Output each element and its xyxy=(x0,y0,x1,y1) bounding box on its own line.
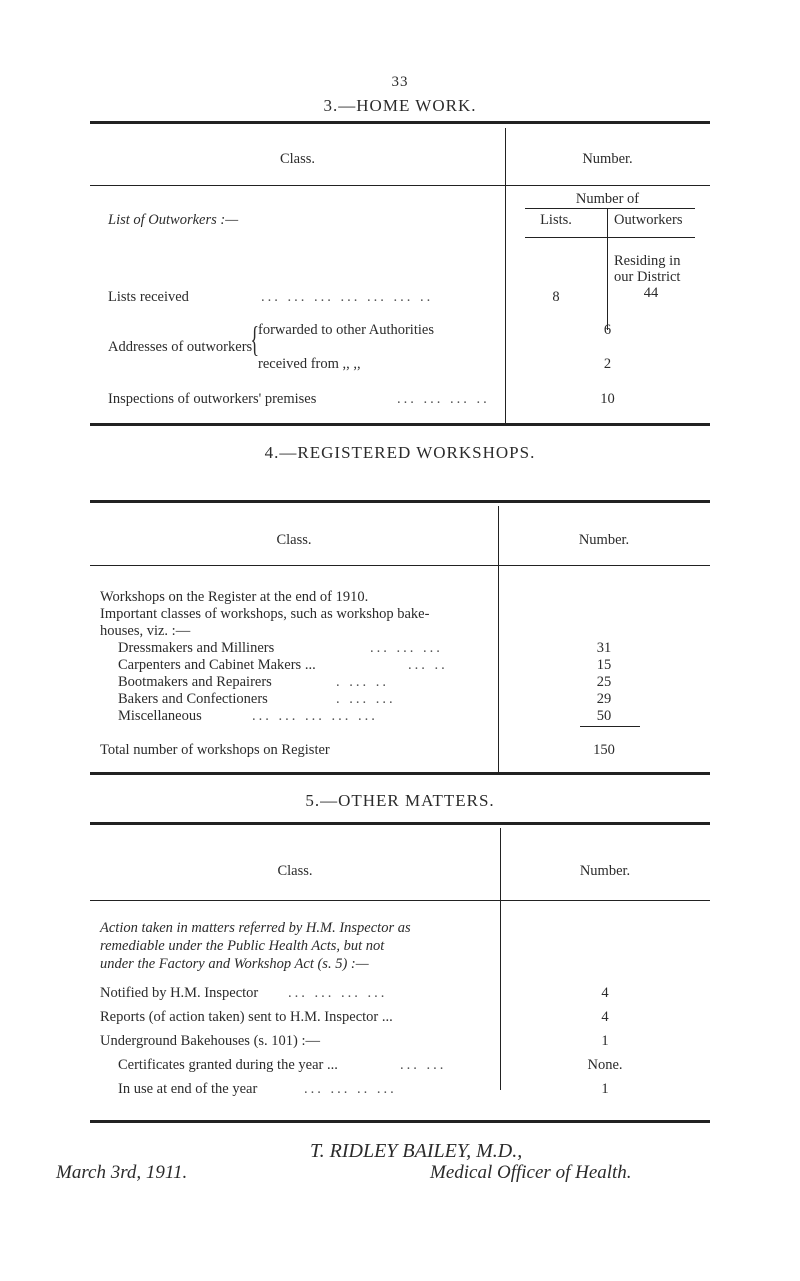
number-column-header: Number. xyxy=(579,863,631,879)
other-matters-row: Certificates granted during the year ... ... ... xyxy=(118,1057,447,1073)
table-bottom-rule xyxy=(90,1120,710,1123)
table-top-rule xyxy=(90,121,710,124)
forwarded-value: 6 xyxy=(603,322,612,338)
workshops-intro-line-3: houses, viz. :— xyxy=(100,623,191,639)
lists-header: Lists. xyxy=(540,212,572,228)
signature-title: Medical Officer of Health. xyxy=(430,1162,632,1183)
forwarded-label: forwarded to other Authorities xyxy=(258,322,434,338)
number-column-header: Number. xyxy=(578,532,630,548)
other-matters-row: Notified by H.M. Inspector ... ... ... ... xyxy=(100,985,388,1001)
brace-icon: { xyxy=(250,319,259,359)
table-top-rule xyxy=(90,822,710,825)
header-rule xyxy=(90,185,710,186)
page-number: 33 xyxy=(391,74,409,90)
section-5-title: 5.—OTHER MATTERS. xyxy=(305,791,495,810)
action-taken-line-1: Action taken in matters referred by H.M. Inspector as xyxy=(100,920,411,936)
class-column-header: Class. xyxy=(276,532,312,548)
workshop-row: Carpenters and Cabinet Makers ... ... .. xyxy=(118,657,448,673)
header-rule xyxy=(90,900,710,901)
residing-in-label: Residing in xyxy=(614,253,681,269)
action-taken-line-3: under the Factory and Workshop Act (s. 5) :— xyxy=(100,956,369,972)
outworkers-header: Outworkers xyxy=(614,212,683,228)
workshops-intro-line-1: Workshops on the Register at the end of 1910. xyxy=(100,589,369,605)
total-rule xyxy=(580,726,640,727)
workshop-row: Miscellaneous ... ... ... ... ... xyxy=(118,708,378,724)
workshop-row-value: 31 xyxy=(596,640,612,656)
table-bottom-rule xyxy=(90,772,710,775)
action-taken-line-2: remediable under the Public Health Acts, but not xyxy=(100,938,385,954)
inspections-label: Inspections of outworkers' premises ... ... ... .. xyxy=(108,391,490,407)
addresses-of-outworkers-label: Addresses of outworkers xyxy=(108,339,253,355)
class-column-header: Class. xyxy=(277,863,313,879)
received-value: 2 xyxy=(603,356,612,372)
class-column-header: Class. xyxy=(279,151,316,167)
total-workshops-label: Total number of workshops on Register xyxy=(100,742,330,758)
other-matters-row-value: 1 xyxy=(601,1081,609,1097)
total-workshops-value: 150 xyxy=(593,742,615,758)
workshop-row-value: 15 xyxy=(596,657,612,673)
other-matters-row-value: 1 xyxy=(601,1033,609,1049)
our-district-label: our District xyxy=(614,269,681,285)
workshop-row: Bootmakers and Repairers . ... .. xyxy=(118,674,389,690)
workshop-row-value: 50 xyxy=(596,708,612,724)
number-of-header: Number of xyxy=(575,191,640,207)
lists-received-value: 8 xyxy=(552,289,560,305)
table-bottom-rule xyxy=(90,423,710,426)
column-divider xyxy=(505,128,506,424)
table-top-rule xyxy=(90,500,710,503)
workshops-intro-line-2: Important classes of workshops, such as workshop bake- xyxy=(100,606,430,622)
workshop-row: Bakers and Confectioners . ... ... xyxy=(118,691,396,707)
other-matters-row: Reports (of action taken) sent to H.M. Inspector ... xyxy=(100,1009,393,1025)
other-matters-row: Underground Bakehouses (s. 101) :— xyxy=(100,1033,321,1049)
header-rule xyxy=(90,565,710,566)
inspections-value: 10 xyxy=(600,391,615,407)
other-matters-row-value: 4 xyxy=(601,985,609,1001)
signature-name: T. RIDLEY BAILEY, M.D., xyxy=(310,1140,523,1162)
signature-date: March 3rd, 1911. xyxy=(56,1162,188,1183)
received-from-label: received from ,, ,, xyxy=(258,356,361,372)
list-of-outworkers-label: List of Outworkers :— xyxy=(108,212,239,228)
sub-column-divider xyxy=(607,208,608,330)
section-3-title: 3.—HOME WORK. xyxy=(323,96,477,115)
section-4-title: 4.—REGISTERED WORKSHOPS. xyxy=(264,443,536,462)
other-matters-row: In use at end of the year ... ... .. ... xyxy=(118,1081,397,1097)
sub-header-rule xyxy=(525,237,695,238)
lists-received-label: Lists received ... ... ... ... ... ... .. xyxy=(108,289,434,305)
workshop-row: Dressmakers and Milliners ... ... ... xyxy=(118,640,443,656)
workshop-row-value: 29 xyxy=(596,691,612,707)
number-of-rule xyxy=(525,208,695,209)
outworkers-value: 44 xyxy=(643,285,659,301)
workshop-row-value: 25 xyxy=(596,674,612,690)
other-matters-row-value: 4 xyxy=(601,1009,609,1025)
other-matters-row-value: None. xyxy=(587,1057,623,1073)
number-column-header: Number. xyxy=(582,151,633,167)
